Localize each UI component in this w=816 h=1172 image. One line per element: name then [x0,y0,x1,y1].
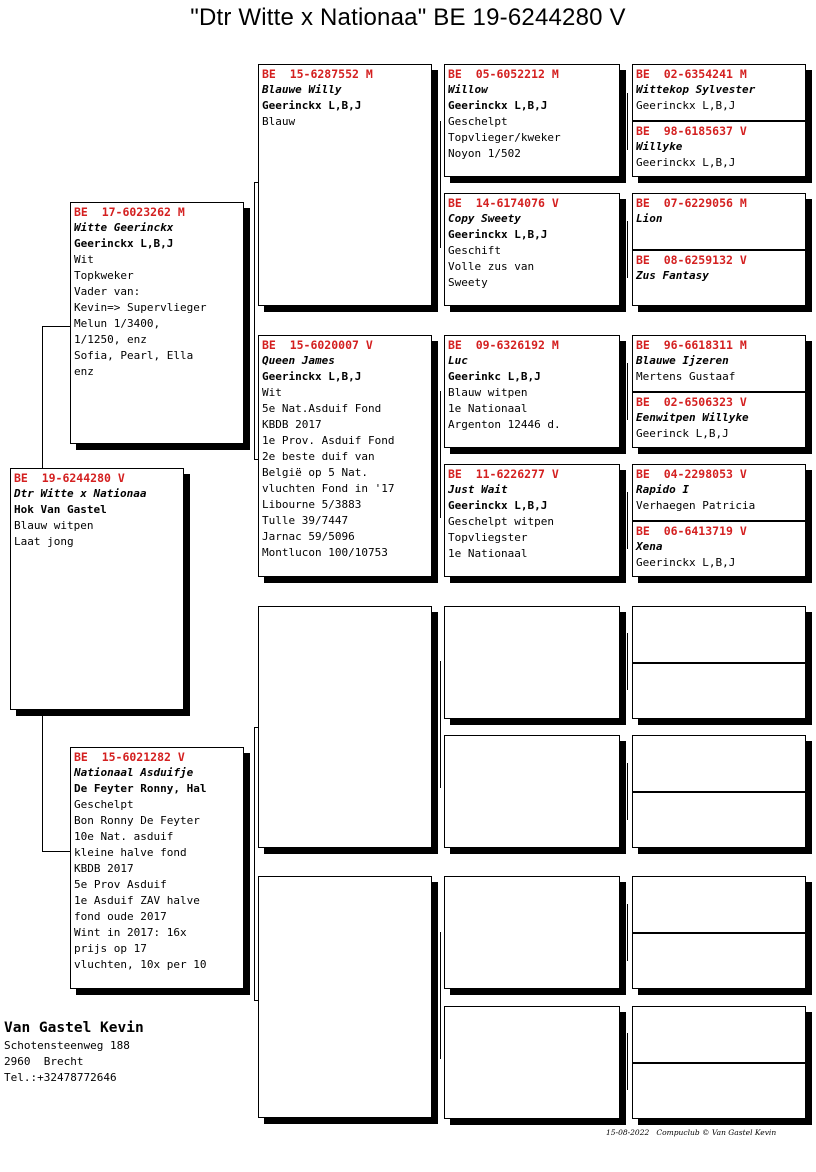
pigeon-detail: 1/1250, enz [74,333,147,346]
connector-line [254,182,255,460]
pigeon-card-g5[interactable] [632,193,806,250]
pigeon-detail: KBDB 2017 [74,862,134,875]
ring-number: BE 08-6259132 V [636,253,747,267]
pigeon-card-dam[interactable] [70,747,244,989]
ring-number: BE 15-6021282 V [74,750,185,764]
pigeon-detail: Wint in 2017: 16x [74,926,187,939]
pigeon-detail: 1e Nationaal [448,402,528,415]
pigeon-detail: Blauw witpen [14,519,94,532]
pigeon-owner: Geerinckx L,B,J [448,228,548,241]
pigeon-detail: fond oude 2017 [74,910,167,923]
pigeon-detail: Geerinckx L,B,J [636,156,736,169]
ring-number: BE 98-6185637 V [636,124,747,138]
pigeon-card-empty[interactable] [632,792,806,848]
pigeon-name: Copy Sweety [448,212,521,225]
pigeon-card-sire-dam[interactable] [258,335,432,577]
ring-number: BE 14-6174076 V [448,196,559,210]
pigeon-card-sire[interactable] [70,202,244,444]
pigeon-detail: 5e Nat.Asduif Fond [262,402,382,415]
pigeon-detail: Laat jong [14,535,74,548]
pigeon-name: Willow [448,83,488,96]
connector-line [42,851,70,852]
breeder-address: Schotensteenweg 188 [4,1039,130,1052]
pigeon-detail: vluchten Fond in '17 [262,482,395,495]
pigeon-card-g5[interactable] [632,121,806,177]
ring-number: BE 17-6023262 M [74,205,185,219]
pigeon-detail: Sofia, Pearl, Ella [74,349,194,362]
ring-number: BE 11-6226277 V [448,467,559,481]
pigeon-name: Wittekop Sylvester [636,83,756,96]
pigeon-detail: 1e Prov. Asduif Fond [262,434,395,447]
pigeon-card-subject[interactable] [10,468,184,710]
ring-number: BE 02-6354241 M [636,67,747,81]
ring-number: BE 05-6052212 M [448,67,559,81]
pigeon-detail: Topvlieger/kweker [448,131,561,144]
pigeon-card-empty[interactable] [444,1006,620,1119]
connector-line [254,727,255,1001]
pigeon-detail: België op 5 Nat. [262,466,368,479]
connector-line [627,363,628,420]
pigeon-name: Willyke [636,140,683,153]
pigeon-detail: Jarnac 59/5096 [262,530,355,543]
pigeon-card-empty[interactable] [444,876,620,989]
pigeon-card-g5[interactable] [632,335,806,392]
pigeon-card-empty[interactable] [444,606,620,719]
pigeon-name: Just Wait [448,483,508,496]
pigeon-card-ggp[interactable] [444,464,620,577]
pigeon-detail: Tulle 39/7447 [262,514,349,527]
pigeon-card-g5[interactable] [632,250,806,306]
pigeon-card-empty[interactable] [632,1006,806,1063]
connector-line [627,904,628,961]
pigeon-card-g5[interactable] [632,64,806,121]
ring-number: BE 09-6326192 M [448,338,559,352]
pigeon-card-empty[interactable] [632,876,806,933]
pigeon-name: Blauwe Ijzeren [636,354,729,367]
pigeon-owner: Geerinkc L,B,J [448,370,541,383]
pigeon-owner: Hok Van Gastel [14,503,107,516]
pigeon-card-empty[interactable] [444,735,620,848]
pigeon-card-ggp[interactable] [444,64,620,177]
pigeon-detail: Geerinckx L,B,J [636,556,736,569]
ring-number: BE 19-6244280 V [14,471,125,485]
pigeon-name: Zus Fantasy [636,269,709,282]
pigeon-detail: Bon Ronny De Feyter [74,814,200,827]
pigeon-name: Eenwitpen Willyke [636,411,749,424]
page-title: "Dtr Witte x Nationaa" BE 19-6244280 V [190,4,626,31]
connector-line [627,633,628,690]
breeder-phone: Tel.:+32478772646 [4,1071,117,1084]
pigeon-detail: vluchten, 10x per 10 [74,958,207,971]
pigeon-card-ggp[interactable] [444,335,620,448]
pigeon-detail: 1e Nationaal [448,547,528,560]
pigeon-detail: prijs op 17 [74,942,147,955]
pigeon-card-empty[interactable] [632,933,806,989]
pigeon-name: Dtr Witte x Nationaa [14,487,147,500]
pigeon-detail: Vader van: [74,285,141,298]
pigeon-name: Rapido I [636,483,689,496]
pigeon-detail: Noyon 1/502 [448,147,521,160]
pigeon-detail: 1e Asduif ZAV halve [74,894,200,907]
connector-line [440,661,441,788]
pigeon-card-empty[interactable] [632,663,806,719]
pigeon-name: Witte Geerinckx [74,221,174,234]
pigeon-card-g5[interactable] [632,392,806,448]
pigeon-name: Lion [636,212,663,225]
pigeon-name: Luc [448,354,468,367]
footer-credit: 15-08-2022 Compuclub © Van Gastel Kevin [606,1128,777,1137]
pigeon-detail: Volle zus van [448,260,535,273]
pigeon-detail: Montlucon 100/10753 [262,546,388,559]
pigeon-detail: Geschelpt [74,798,134,811]
pigeon-detail: Blauw [262,115,296,128]
pigeon-owner: Geerinckx L,B,J [262,99,362,112]
pigeon-owner: De Feyter Ronny, Hal [74,782,207,795]
pigeon-name: Queen James [262,354,335,367]
pigeon-detail: Libourne 5/3883 [262,498,362,511]
pigeon-detail: kleine halve fond [74,846,187,859]
pigeon-owner: Geerinckx L,B,J [448,499,548,512]
connector-line [627,221,628,278]
pigeon-detail: Geschift [448,244,501,257]
breeder-info [4,1018,144,1086]
connector-line [627,1033,628,1090]
pigeon-detail: Geschelpt [448,115,508,128]
pigeon-name: Xena [636,540,663,553]
pigeon-card-empty[interactable] [632,735,806,792]
connector-line [440,121,441,248]
pigeon-card-empty[interactable] [632,606,806,663]
connector-line [627,492,628,549]
pigeon-card-empty[interactable] [632,1063,806,1119]
ring-number: BE 02-6506323 V [636,395,747,409]
pigeon-owner: Geerinckx L,B,J [74,237,174,250]
pigeon-card-sire-sire[interactable] [258,64,432,306]
pigeon-detail: Melun 1/3400, [74,317,161,330]
pigeon-detail: Geerinck L,B,J [636,427,729,440]
ring-number: BE 15-6287552 M [262,67,373,81]
ring-number: BE 96-6618311 M [636,338,747,352]
pigeon-detail: Blauw witpen [448,386,528,399]
connector-line [440,391,441,518]
pigeon-detail: 10e Nat. asduif [74,830,174,843]
pigeon-detail: Kevin=> Supervlieger [74,301,207,314]
pigeon-name: Blauwe Willy [262,83,342,96]
ring-number: BE 15-6020007 V [262,338,373,352]
pigeon-detail: Geschelpt witpen [448,515,554,528]
connector-line [440,932,441,1059]
ring-number: BE 07-6229056 M [636,196,747,210]
breeder-city: 2960 Brecht [4,1055,84,1068]
pigeon-detail: Topvliegster [448,531,528,544]
pigeon-detail: Mertens Gustaaf [636,370,736,383]
pigeon-card-empty[interactable] [258,606,432,848]
pigeon-detail: Wit [262,386,282,399]
pigeon-card-g5[interactable] [632,521,806,577]
pigeon-detail: Wit [74,253,94,266]
pigeon-card-ggp[interactable] [444,193,620,306]
connector-line [42,326,70,327]
connector-line [627,93,628,150]
pigeon-detail: KBDB 2017 [262,418,322,431]
pigeon-detail: Sweety [448,276,488,289]
pigeon-detail: Verhaegen Patricia [636,499,756,512]
pigeon-detail: 2e beste duif van [262,450,375,463]
pigeon-detail: Argenton 12446 d. [448,418,561,431]
pigeon-detail: 5e Prov Asduif [74,878,167,891]
pigeon-card-empty[interactable] [258,876,432,1118]
ring-number: BE 06-6413719 V [636,524,747,538]
pigeon-card-g5[interactable] [632,464,806,521]
pigeon-detail: Topkweker [74,269,134,282]
pigeon-detail: Geerinckx L,B,J [636,99,736,112]
pigeon-detail: enz [74,365,94,378]
connector-line [627,763,628,820]
ring-number: BE 04-2298053 V [636,467,747,481]
pigeon-name: Nationaal Asduifje [74,766,194,779]
pigeon-owner: Geerinckx L,B,J [448,99,548,112]
breeder-name: Van Gastel Kevin [4,1020,144,1036]
pigeon-owner: Geerinckx L,B,J [262,370,362,383]
